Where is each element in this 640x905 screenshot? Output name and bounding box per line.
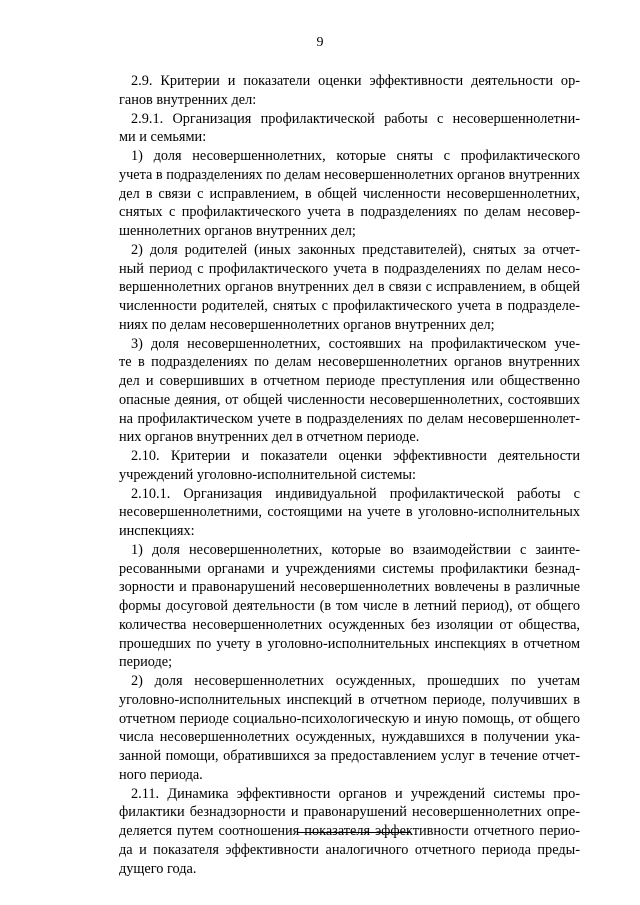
- text-line: 2) доля родителей (иных законных представителей), снятых за отчет-: [131, 241, 580, 258]
- text-line: дел и совершивших в отчетном периоде преступления или общественно: [119, 373, 580, 389]
- text-line: ресованными органами и учреждениями системы профилактики безнад-: [119, 560, 580, 577]
- text-line: 2.11. Динамика эффективности органов и учреждений системы про-: [131, 785, 580, 802]
- text-line: снятых с профилактического учета в подразделениях по делам несовер-: [119, 204, 580, 221]
- text-line: отчетном периоде социально-психологическую и иную помощь, от общего: [119, 710, 580, 727]
- text-line: зорности и правонарушений несовершеннолетних вовлечены в различные: [119, 579, 580, 596]
- text-line: дущего года.: [119, 860, 197, 877]
- text-line: на профилактическом учете в подразделениях по делам несовершеннолет-: [119, 410, 580, 427]
- text-line: прошедших по учету в уголовно-исполнительных инспекциях в отчетном: [119, 635, 580, 652]
- text-line: числа несовершеннолетних осужденных, нуждавшихся в получении ука-: [119, 729, 580, 746]
- text-line: учета в подразделениях по делам несовершеннолетних органов внутренних: [119, 166, 580, 183]
- text-line: опасные деяния, от общей численности несовершеннолетних, состоявших: [119, 391, 580, 408]
- text-line: учреждений уголовно-исполнительной системы:: [119, 466, 416, 483]
- text-line: 2.9. Критерии и показатели оценки эффективности деятельности ор-: [131, 73, 580, 89]
- closing-divider-line: [298, 832, 411, 833]
- text-line: 2.10.1. Организация индивидуальной профилактической работы с: [131, 485, 580, 502]
- text-line: ного периода.: [119, 766, 203, 783]
- text-line: периоде;: [119, 654, 173, 671]
- text-line: формы досуговой деятельности (в том числе в летний период), от общего: [119, 598, 580, 614]
- text-line: 2.10. Критерии и показатели оценки эффективности деятельности: [131, 448, 580, 464]
- text-line: 1) доля несовершеннолетних, которые во взаимодействии с заинте-: [131, 541, 580, 558]
- text-line: вершеннолетних органов внутренних дел в связи с исправлением, в общей: [119, 279, 580, 296]
- text-line: филактики безнадзорности и правонарушений несовершеннолетних опре-: [119, 804, 580, 821]
- text-line: несовершеннолетними, состоящими на учете в уголовно-исполнительных: [119, 504, 580, 521]
- text-line: деляется путем соотношения показателя эффективности отчетного перио-: [119, 823, 580, 839]
- text-line: ми и семьями:: [119, 129, 207, 146]
- text-line: них органов внутренних дел в отчетном периоде.: [119, 429, 420, 446]
- text-line: ганов внутренних дел:: [119, 91, 257, 108]
- text-line: да и показателя эффективности аналогичного отчетного периода преды-: [119, 841, 580, 858]
- text-line: 2.9.1. Организация профилактической работы с несовершеннолетни-: [131, 110, 580, 127]
- text-line: 3) доля несовершеннолетних, состоявших на профилактическом уче-: [131, 335, 580, 352]
- text-line: количества несовершеннолетних осужденных без изоляции от общества,: [119, 616, 580, 633]
- text-line: уголовно-исполнительных инспекций в отчетном периоде, получивших в: [119, 691, 580, 708]
- text-line: инспекциях:: [119, 523, 195, 539]
- text-line: ный период с профилактического учета в подразделениях по делам несо-: [119, 260, 580, 277]
- text-line: численности родителей, снятых с профилактического учета в подразделе-: [119, 298, 580, 314]
- text-line: дел в связи с исправлением, в общей численности несовершеннолетних,: [119, 185, 580, 202]
- text-line: 1) доля несовершеннолетних, которые сняты с профилактического: [131, 148, 580, 164]
- text-line: занной помощи, обратившихся за предоставлением услуг в течение отчет-: [119, 748, 580, 764]
- page-number: 9: [316, 35, 324, 50]
- text-line: 2) доля несовершеннолетних осужденных, прошедших по учетам: [131, 673, 580, 689]
- document-body: [119, 72, 580, 878]
- text-line: те в подразделениях по делам несовершеннолетних органов внутренних: [119, 354, 580, 371]
- text-line: ниях по делам несовершеннолетних органов внутренних дел;: [119, 316, 495, 333]
- text-line: шеннолетних органов внутренних дел;: [119, 223, 356, 239]
